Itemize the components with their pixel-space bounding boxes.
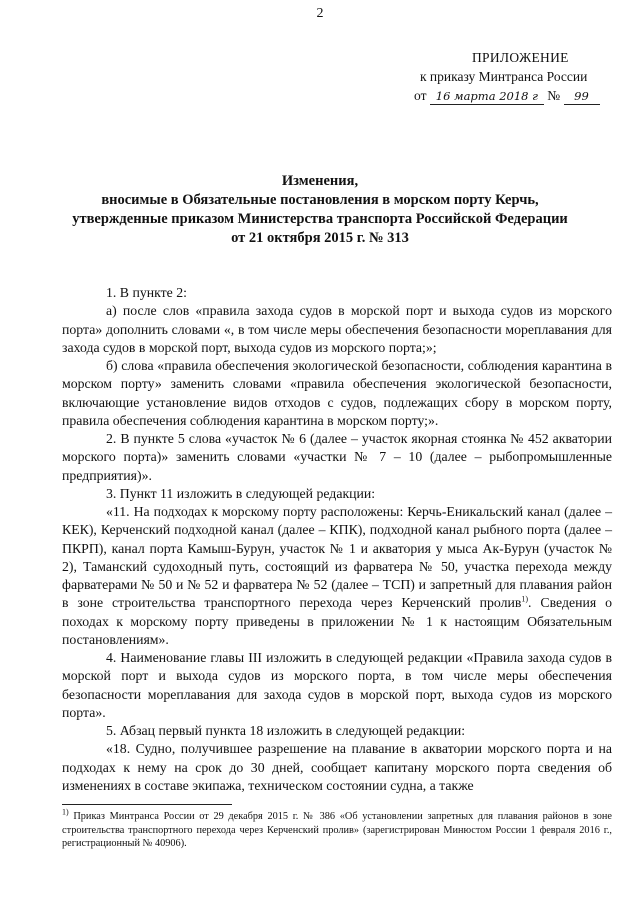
- appendix-date-line: [414, 86, 628, 105]
- appendix-order-line: к приказу Минтранса России: [420, 69, 588, 84]
- title-line-1: Изменения,: [281, 173, 359, 189]
- handwritten-number: 99: [564, 89, 600, 105]
- footnote-text: Приказ Минтранса России от 29 декабря 2015 г. № 386 «Об установлении запретных для плавания районов в зоне строительства транспортного перехода через Керченский пролив» (зарегистрирован Минюстом России 1 февраля 2016 г., регистрационный № 40906).: [62, 811, 612, 849]
- title-line-2: вносимые в Обязательные постановления в морском порту Керчь,: [101, 192, 539, 208]
- paragraph-item-5: 5. Абзац первый пункта 18 изложить в следующей редакции:: [106, 723, 466, 738]
- paragraph-subitem-a: а) после слов «правила захода судов в морской порт и выхода судов из морского порта» дополнить словами «, в том числе меры обеспечения безопасности мореплавания для захода судов в морской порт, выхода судов из морского порта;»;: [62, 303, 612, 355]
- footnote: [62, 807, 612, 851]
- paragraph-subitem-b: б) слова «правила обеспечения экологической безопасности, соблюдения карантина в морском порту» заменить словами «правила обеспечения экологической безопасности, включающие установление видов отходов с судов, подлежащих сбору в морском порту, правила обеспечения соблюдения карантина в морском порту;».: [62, 358, 612, 428]
- appendix-header: [414, 48, 628, 105]
- footnote-marker: 1): [62, 807, 69, 817]
- paragraph-item-1: 1. В пункте 2:: [106, 285, 187, 300]
- footnote-divider: [62, 804, 232, 805]
- point-11-text: «11. На подходах к морскому порту расположены: Керчь-Еникальский канал (далее – КЕК), Керченский подходной канал (далее – КПК), подходной канал рыбного порта (далее – ПКРП), канал порта Камыш-Бурун, участок № 1 и акватория у мыса Ак-Бурун (участок № 2), Таманский судоходный путь, состоящий из фарватера № 50, участка перехода между фарватерами № 50 и № 52 и фарватера № 52 (далее – ТСП) и запретный для плавания район в зоне строительства транспортного перехода через Керченский пролив: [62, 504, 612, 611]
- title-line-3: утвержденные приказом Министерства транспорта Российской Федерации: [72, 211, 568, 227]
- appendix-title: ПРИЛОЖЕНИЕ: [472, 50, 569, 65]
- title-line-4: от 21 октября 2015 г. № 313: [231, 230, 409, 246]
- paragraph-item-3: 3. Пункт 11 изложить в следующей редакции:: [106, 485, 376, 501]
- document-body: [62, 284, 612, 795]
- paragraph-item-2: 2. В пункте 5 слова «участок № 6 (далее – участок якорная стоянка № 452 акватории морского порта)» заменить словами «участки № 7 – 10 (далее – рыбопромышленные предприятия)».: [62, 431, 612, 483]
- page-number: 2: [316, 6, 324, 21]
- paragraph-point-11: [62, 503, 612, 649]
- paragraph-item-4: 4. Наименование главы III изложить в следующей редакции «Правила захода судов в морской порт и выхода судов из морского порта, в том числе меры обеспечения безопасности мореплавания для захода судов в морской порт, выхода судов из морского порта».: [62, 650, 612, 720]
- number-prefix: №: [547, 88, 561, 103]
- handwritten-date: 16 марта 2018 г: [430, 89, 544, 105]
- paragraph-point-18: «18. Судно, получившее разрешение на плавание в акватории морского порта и на подходах к нему на срок до 30 дней, сообщает капитану морского порта сведения об изменениях в составе экипажа, техническом состоянии судна, а также: [62, 741, 612, 793]
- date-prefix: от: [414, 88, 427, 103]
- footnote-reference[interactable]: 1): [521, 594, 529, 604]
- document-title: [40, 172, 600, 248]
- point-11-text-end: . Сведения о походах к морскому порту приведены в приложении № 1 к настоящим Обязательным постановлениям».: [62, 595, 612, 647]
